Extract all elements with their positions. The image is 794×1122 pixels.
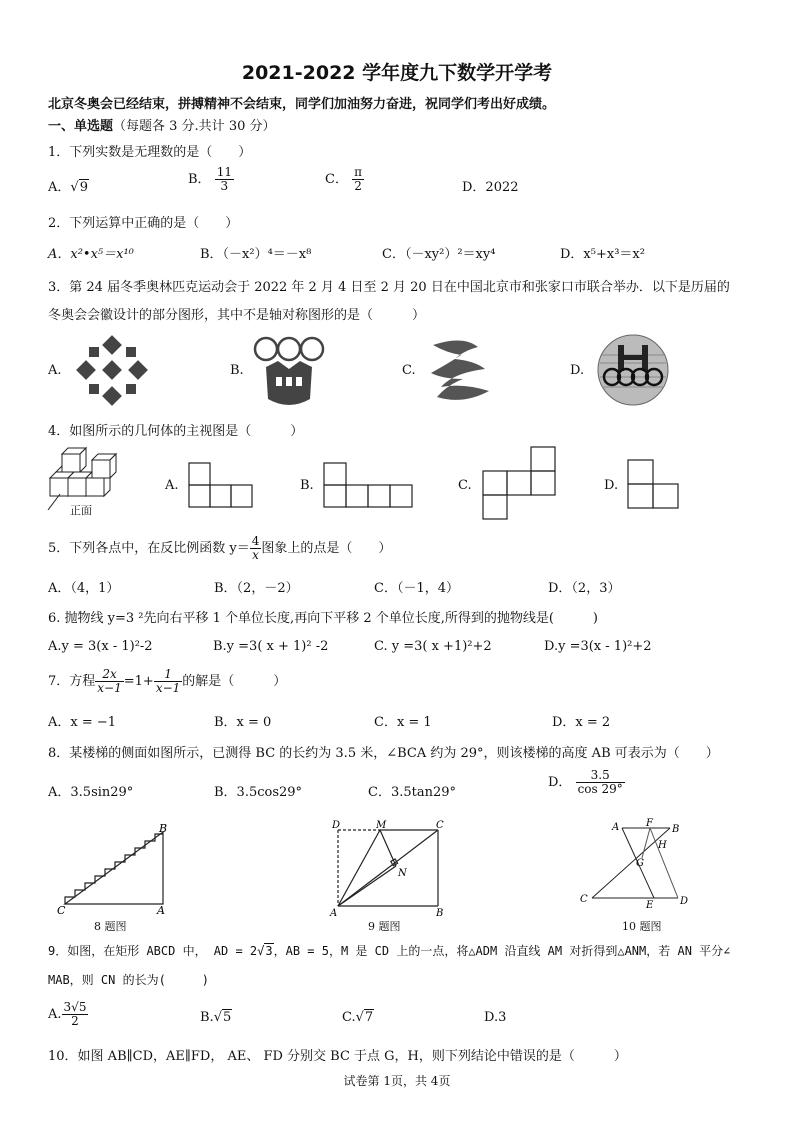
section-note: （每题各 3 分.共计 30 分） (113, 119, 276, 134)
q3-option-c: C. (402, 363, 416, 378)
fig10-parallel-lines (578, 818, 698, 918)
q1-b-label: B． (188, 172, 211, 188)
q9-c-label: C. (342, 1010, 356, 1025)
q8-stem: 8．某楼梯的侧面如图所示，已测得 BC 的长约为 3.5 米，∠BCA 约为 29°，则该楼梯的高度 AB 可表示为（ ） (48, 746, 719, 761)
fig9-label-c: C (436, 820, 444, 831)
solid-figure (48, 450, 138, 520)
q3-option-d: D. (570, 363, 585, 378)
q5-option-d: D．（2，3） (548, 581, 621, 596)
q5-option-a: A．（4，1） (48, 581, 120, 596)
q4-view-d (627, 459, 682, 514)
q2-option-c: C．（－xy²）²＝xy⁴ (382, 247, 496, 262)
q1-option-c (325, 166, 364, 193)
fig10-label-a: A (612, 822, 620, 833)
q6-option-d: D.y =3(x - 1)²+2 (544, 639, 652, 654)
q7-option-b: B．x = 0 (214, 715, 272, 730)
q2-option-d: D．x⁵+x³＝x² (560, 247, 645, 262)
q9-option-a (48, 1001, 88, 1028)
q7-d2: x−1 (155, 681, 181, 696)
q1-b-numerator: 11 (216, 165, 232, 179)
q4-option-c: C. (458, 478, 472, 493)
q9-a-denominator: 2 (71, 1014, 79, 1029)
q5-option-c: C．（－1，4） (374, 581, 459, 596)
q7-option-a: A．x = −1 (48, 715, 117, 730)
q1-c-denominator: 2 (354, 179, 362, 194)
q7-stem (48, 668, 286, 695)
emblem-c-icon (423, 333, 498, 408)
fig9-label-m: M (376, 820, 387, 831)
q8-option-b: B．3.5cos29° (214, 785, 303, 800)
q8-d-label: D． (548, 775, 572, 791)
section-heading (48, 115, 276, 134)
fig9-label-a: A (330, 908, 338, 919)
q9-b-label: B. (200, 1010, 214, 1025)
fig8-label-a: A (157, 904, 165, 917)
q5-stem-pre: 5．下列各点中，在反比例函数 y＝ (48, 541, 250, 557)
q8-d-numerator: 3.5 (576, 769, 625, 783)
q8-d-denominator: cos 29° (577, 782, 623, 797)
fig9-rectangle (330, 820, 460, 920)
q9-option-b: B.√5 (200, 1010, 232, 1025)
q4-option-a: A. (165, 478, 179, 493)
q8-option-c: C．3.5tan29° (368, 785, 457, 800)
fig9-label-d: D (332, 820, 341, 831)
q8-option-d (548, 769, 625, 796)
fig9-label-n: N (398, 868, 407, 879)
q2-option-b: B．（－x²）⁴＝－x⁸ (200, 247, 312, 262)
q1-stem: 1．下列实数是无理数的是（ ） (48, 145, 252, 160)
q4-view-c (481, 445, 559, 523)
q9-b-radicand: 5 (222, 1010, 232, 1025)
fig10-label-e: E (646, 900, 654, 911)
q1-a-label: A． (48, 180, 71, 195)
q4-view-a (188, 461, 258, 511)
q1-c-label: C． (325, 172, 348, 188)
q2-stem: 2．下列运算中正确的是（ ） (48, 216, 239, 231)
q7-stem-post: 的解是（ ） (182, 674, 287, 690)
q9-line1-radicand: 3 (265, 944, 273, 958)
fig10-label-d: D (680, 896, 689, 907)
q7-stem-pre: 7．方程 (48, 674, 96, 690)
slogan: 北京冬奥会已经结束，拼搏精神不会结束，同学们加油努力奋进，祝同学们考出好成绩。 (48, 97, 556, 112)
q3-option-b: B. (230, 363, 244, 378)
fig8-caption: 8 题图 (94, 920, 127, 933)
q3-line1: 3．第 24 届冬季奥林匹克运动会于 2022 年 2 月 4 日至 2 月 20 日在中国北京市和张家口市联合举办．以下是历届的 (48, 280, 730, 295)
fig8-label-c: C (57, 904, 66, 917)
q4-option-b: B. (300, 478, 314, 493)
fig8-staircase (55, 822, 180, 932)
fig10-label-c: C (580, 894, 588, 905)
q5-denominator: x (252, 548, 259, 563)
emblem-b-icon (252, 333, 327, 408)
q5-stem (48, 535, 391, 562)
q5-numerator: 4 (251, 534, 260, 548)
q3-line2: 冬奥会会徽设计的部分图形，其中不是轴对称图形的是（ ） (48, 308, 426, 323)
q2-option-a: A．x²•x⁵＝x¹⁰ (48, 247, 134, 262)
q7-n2: 1 (154, 668, 182, 682)
q7-mid: =1+ (123, 674, 154, 690)
fig10-label-h: H (658, 840, 667, 851)
q7-option-c: C．x = 1 (374, 715, 432, 730)
q9-option-d: D.3 (484, 1010, 507, 1025)
q7-n1: 2x (95, 668, 123, 682)
fig9-label-b: B (436, 908, 444, 919)
q1-c-numerator: π (354, 165, 362, 179)
fig10-label-g: G (636, 858, 644, 869)
q6-option-a: A.y = 3(x - 1)²-2 (48, 639, 153, 654)
q9-c-radicand: 7 (364, 1010, 374, 1025)
fig8-label-b: B (159, 822, 168, 835)
fig10-caption: 10 题图 (622, 920, 662, 933)
page-footer: 试卷第 1页，共 4页 (343, 1074, 451, 1088)
fig9-caption: 9 题图 (368, 920, 401, 933)
q9-a-numerator: 3√5 (63, 1000, 87, 1014)
q5-option-b: B．（2，－2） (214, 581, 299, 596)
q1-option-a: A．√9 (48, 180, 88, 195)
q7-option-d: D．x = 2 (552, 715, 611, 730)
q1-option-d: D．2022 (462, 180, 519, 195)
q9-line1: 9．如图，在矩形 ABCD 中， AD = 2√3，AB = 5，M 是 CD 上的一点，将△ADM 沿直线 AM 对折得到△ANM，若 AN 平分∠ (48, 944, 731, 958)
emblem-a-icon (75, 333, 150, 408)
q1-a-radicand: 9 (79, 180, 88, 195)
q7-d1: x−1 (97, 681, 122, 696)
q9-line1-pre: 9．如图，在矩形 ABCD 中， AD = 2 (48, 944, 258, 958)
q9-line2: MAB，则 CN 的长为( ) (48, 973, 210, 987)
q5-stem-post: 图象上的点是（ ） (261, 541, 392, 557)
q9-line1-post: ，AB = 5，M 是 CD 上的一点，将△ADM 沿直线 AM 对折得到△ANM，若 AN 平分∠ (273, 944, 731, 958)
q9-option-c: C.√7 (342, 1010, 374, 1025)
q6-option-c: C. y =3( x +1)²+2 (374, 639, 492, 654)
q3-option-a: A. (48, 363, 62, 378)
q6-stem: 6. 抛物线 y=3 ²先向右平移 1 个单位长度,再向下平移 2 个单位长度,所得到的抛物线是( ) (48, 611, 598, 626)
fig10-label-f: F (646, 818, 653, 829)
q4-option-d: D. (604, 478, 619, 493)
q4-stem: 4．如图所示的几何体的主视图是（ ） (48, 424, 304, 439)
emblem-d-icon (596, 333, 671, 408)
q1-b-denominator: 3 (220, 179, 229, 194)
section-title: 一、单选题 (48, 119, 114, 134)
q1-option-b (188, 166, 234, 193)
page-title: 2021-2022 学年度九下数学开学考 (241, 62, 553, 84)
q9-a-label: A. (48, 1007, 62, 1023)
q6-option-b: B.y =3( x + 1)² -2 (213, 639, 329, 654)
q8-option-a: A．3.5sin29° (48, 785, 134, 800)
fig10-label-b: B (672, 824, 680, 835)
front-view-label: 正面 (70, 504, 92, 517)
q10-stem: 10．如图 AB∥CD，AE∥FD， AE、 FD 分别交 BC 于点 G，H，则下列结论中错误的是（ ） (48, 1049, 627, 1064)
q4-view-b (323, 461, 418, 511)
